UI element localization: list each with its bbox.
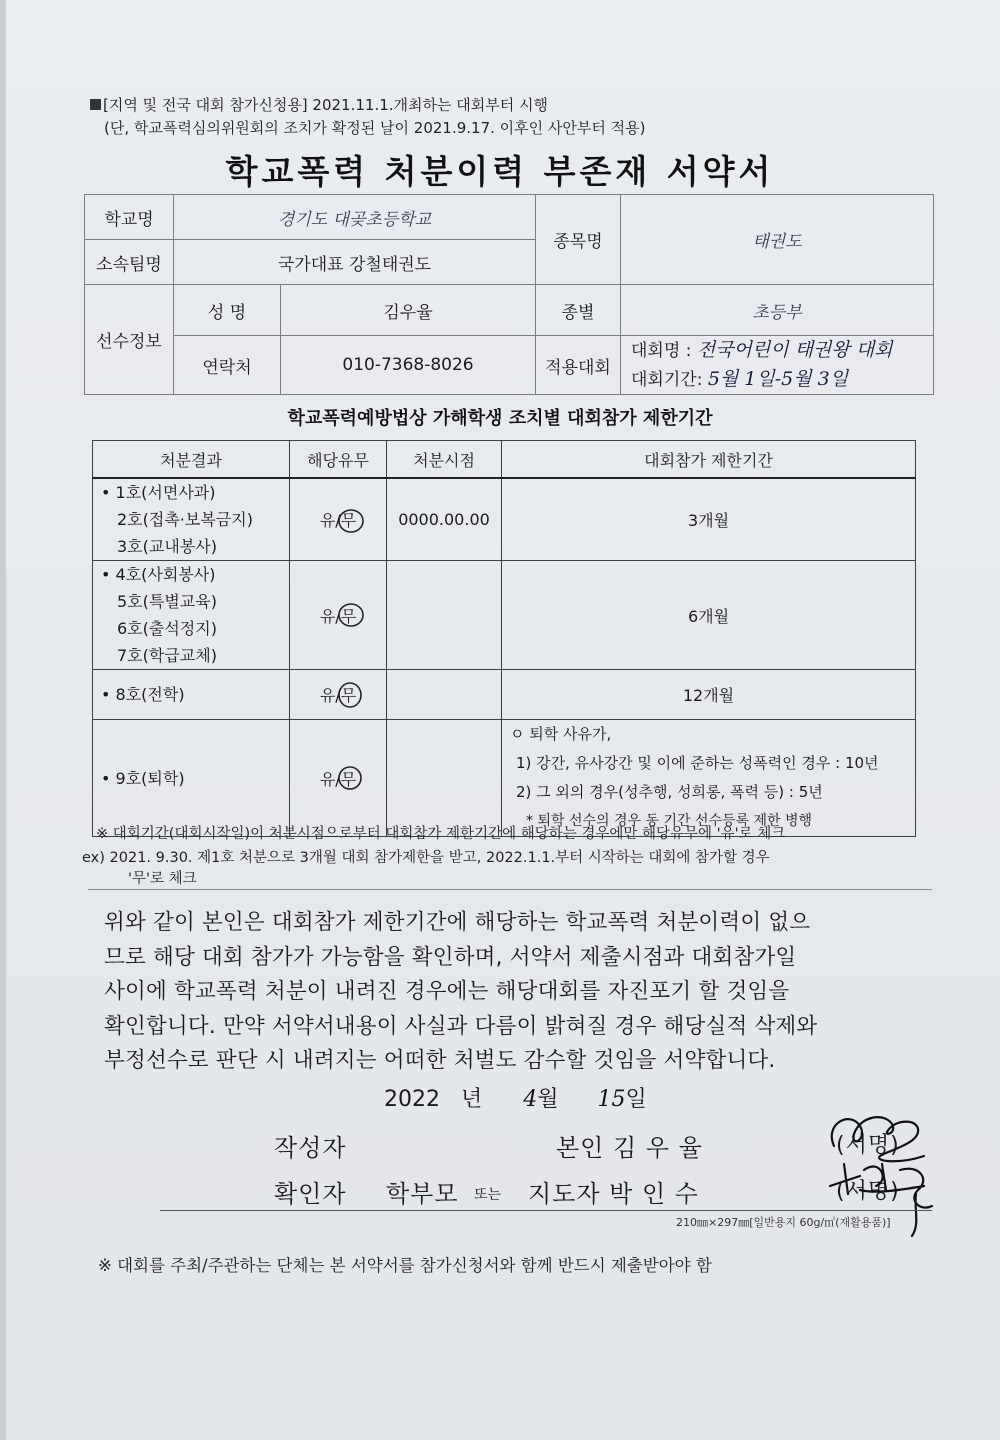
writer-value: 본인 김 우 율 <box>556 1134 703 1162</box>
applied-label: 적용대회 <box>536 336 621 395</box>
competition-info <box>621 336 934 395</box>
table-row <box>93 478 916 561</box>
school-value: 경기도 대곶초등학교 <box>174 195 536 240</box>
section-subtitle: 학교폭력예방법상 가해학생 조치별 대회참가 제한기간 <box>287 408 713 429</box>
comp-name-value: 전국어린이 태권왕 대회 <box>696 339 893 361</box>
applicable-cell: 유/무 <box>290 561 387 670</box>
square-bullet-icon <box>90 99 101 110</box>
date-cell <box>387 561 502 670</box>
applicable-cell: 유/무 <box>290 670 387 720</box>
pledge-text: 위와 같이 본인은 대회참가 제한기간에 해당하는 학교폭력 처분이력이 없으 므로 해당 대회 참가가 가능함을 확인하며, 서약서 제출시점과 대회참가일 사이에 학교폭력 처분이 내려진 경우에는 해당대회를 자진포기 할 것임을 확인합니다. 만약 서약서내용이 사실과 다름이 밝혀질 경우 해당실적 삭제와 부정선수로 판단 시 내려지는 어떠한 처벌도 감수할 것임을 서약합니다. <box>104 910 818 1073</box>
header-applicable: 해당유무 <box>290 441 387 479</box>
footnotes <box>82 822 786 888</box>
date-year-unit: 년 <box>461 1087 483 1112</box>
date-month: 4 <box>523 1087 538 1112</box>
or-label: 또는 <box>474 1187 502 1203</box>
category-label: 종별 <box>536 285 621 336</box>
page-title: 학교폭력 처분이력 부존재 서약서 <box>225 152 775 191</box>
footnote-line-2: ex) 2021. 9.30. 제1호 처분으로 3개월 대회 참가제한을 받고, 2022.1.1.부터 시작하는 대회에 참가할 경우 <box>82 850 770 866</box>
signature-divider <box>160 1210 932 1211</box>
limit-cell: ㅇ 퇴학 사유가, 1) 강간, 유사강간 및 이에 준하는 성폭력인 경우 : 10년 2) 그 외의 경우(성추행, 성희롱, 폭력 등) : 5년 * 퇴학 선수의 경우 동 기간 선수등록 제한 병행 <box>502 720 916 837</box>
result-cell: • 9호(퇴학) <box>93 720 290 837</box>
writer-sign-label: (서명) <box>836 1133 900 1158</box>
limit-cell: 12개월 <box>502 670 916 720</box>
sport-value: 태권도 <box>621 195 934 285</box>
applicable-cell: 유/무 <box>290 720 387 837</box>
footnote-line-1: ※ 대회기간(대회시작일)이 처분시점으로부터 대회참가 제한기간에 해당하는 경우에만 해당유무에 '유'로 체크 <box>96 826 786 842</box>
circle-mark-icon <box>336 678 370 712</box>
sport-label: 종목명 <box>536 195 621 285</box>
circle-mark-icon <box>336 598 370 632</box>
comp-period-label: 대회기간: <box>631 370 703 390</box>
result-cell: • 4호(사회봉사) 5호(특별교육) 6호(출석정지) 7호(학급교체) <box>93 561 290 670</box>
table-row <box>93 720 916 837</box>
info-table <box>84 194 934 395</box>
name-label: 성 명 <box>174 285 281 336</box>
date-day: 15 <box>597 1087 626 1112</box>
date-day-unit: 일 <box>625 1087 647 1112</box>
header-result: 처분결과 <box>93 441 290 479</box>
parent-label: 학부모 <box>386 1180 459 1208</box>
result-cell: • 8호(전학) <box>93 670 290 720</box>
contact-value: 010-7368-8026 <box>281 336 536 395</box>
writer-label: 작성자 <box>274 1134 347 1162</box>
notice-line-2: (단, 학교폭력심의위원회의 조치가 확정된 날이 2021.9.17. 이후인 사안부터 적용) <box>104 119 646 137</box>
coach-value: 지도자 박 인 수 <box>528 1180 699 1208</box>
signing-date <box>384 1082 647 1113</box>
notice-line-1: [지역 및 전국 대회 참가신청용] 2021.11.1.개최하는 대회부터 시행 <box>90 94 645 117</box>
divider <box>88 889 932 890</box>
circle-mark-icon <box>336 503 370 537</box>
result-cell: • 1호(서면사과) 2호(접촉·보복금지) 3호(교내봉사) <box>93 478 290 561</box>
date-month-unit: 월 <box>537 1087 559 1112</box>
school-label: 학교명 <box>85 195 174 240</box>
athlete-label: 선수정보 <box>85 285 174 395</box>
header-date: 처분시점 <box>387 441 502 479</box>
limit-cell: 6개월 <box>502 561 916 670</box>
team-value: 국가대표 강철태권도 <box>174 240 536 285</box>
verifier-label: 확인자 <box>274 1180 347 1208</box>
footnote-line-3: '무'로 체크 <box>128 871 197 887</box>
date-cell: 0000.00.00 <box>387 478 502 561</box>
date-year: 2022 <box>384 1087 440 1112</box>
notice <box>90 94 645 140</box>
verifier-sign-label: (서명) <box>836 1179 900 1204</box>
applicable-cell: 유/무 <box>290 478 387 561</box>
date-cell <box>387 670 502 720</box>
sanction-table <box>92 440 916 837</box>
name-value: 김우율 <box>281 285 536 336</box>
contact-label: 연락처 <box>174 336 281 395</box>
comp-name-label: 대회명 : <box>631 341 692 361</box>
bottom-note: ※ 대회를 주최/주관하는 단체는 본 서약서를 참가신청서와 함께 반드시 제출받아야 함 <box>98 1256 712 1275</box>
circle-mark-icon <box>336 761 370 795</box>
date-cell <box>387 720 502 837</box>
limit-cell: 3개월 <box>502 478 916 561</box>
category-value: 초등부 <box>621 285 934 336</box>
paper-spec: 210㎜×297㎜[일반용지 60g/㎡(재활용품)] <box>676 1216 891 1229</box>
team-label: 소속팀명 <box>85 240 174 285</box>
table-row <box>93 670 916 720</box>
header-limit: 대회참가 제한기간 <box>502 441 916 479</box>
table-row <box>93 561 916 670</box>
comp-period-value: 5월 1일-5월 3일 <box>707 368 849 390</box>
